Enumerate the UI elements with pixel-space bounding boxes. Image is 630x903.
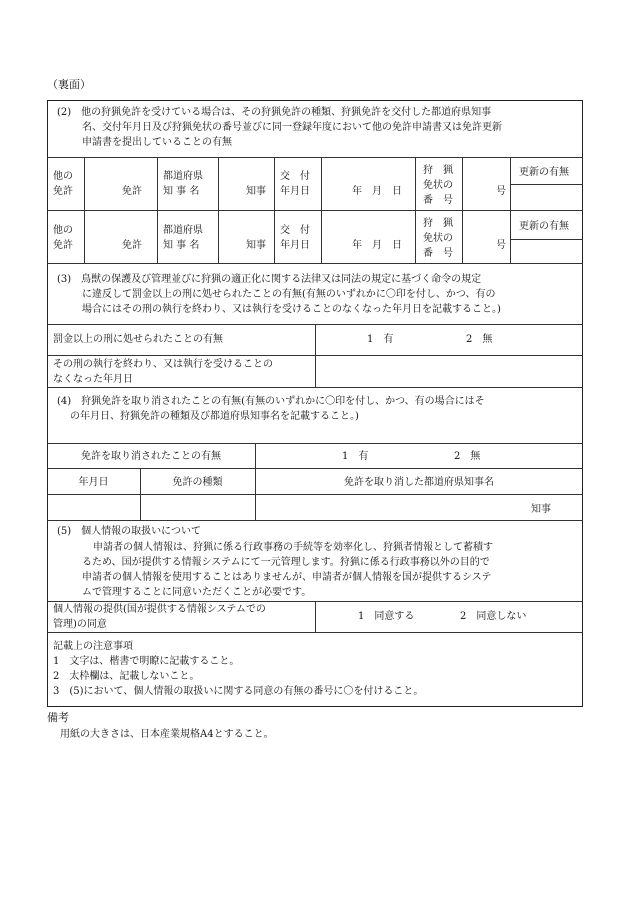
remarks-text: 用紙の大きさは、日本産業規格A4とすること。 — [60, 729, 274, 740]
prefecture-label: 都道府県 — [163, 225, 203, 236]
section3-heading-line: に違反して罰金以上の刑に処せられたことの有無(有無のいずれかに〇印を付し、かつ、有の — [82, 289, 496, 300]
number-suffix: 号 — [496, 240, 506, 251]
issue-date-label: 年月日 — [280, 186, 310, 197]
prefecture-label: 知 事 名 — [163, 240, 200, 251]
issue-date-label: 交 付 — [280, 225, 310, 236]
remarks-title: 備考 — [47, 711, 69, 724]
cert-number-label: 狩 猟 — [423, 218, 453, 229]
prefecture-label: 知 事 名 — [163, 186, 200, 197]
privacy-body-line: るため、国が提供する情報システムにて一元管理します。狩猟に係る行政事務以外の目的で — [82, 557, 490, 568]
section5-title: (5) 個人情報の取扱いについて — [57, 526, 201, 537]
privacy-body-line: 申請者の個人情報は、狩猟に係る行政事務の手続等を効率化し、狩猟者情報として蓄積す — [93, 542, 493, 553]
notes-title: 記載上の注意事項 — [53, 641, 133, 652]
renewal-label: 更新の有無 — [519, 167, 569, 178]
page-side-label: （裏面） — [47, 78, 91, 91]
cert-number-label: 番 号 — [423, 195, 453, 206]
option-no[interactable]: 2 無 — [454, 451, 481, 462]
date-units: 年 月 日 — [352, 240, 402, 251]
note-item: 1 文字は、楷書で明瞭に記載すること。 — [53, 656, 240, 667]
sentence-end-date-label: その刑の執行を終わり、又は執行を受けることの — [53, 359, 273, 370]
section4-heading-line: (4) 狩猟免許を取り消されたことの有無(有無のいずれかに〇印を付し、かつ、有の場合にはそ — [57, 396, 485, 407]
sentence-end-date-label: なくなった年月日 — [53, 374, 133, 385]
governor-suffix: 知事 — [246, 186, 266, 197]
column-date: 年月日 — [78, 477, 109, 488]
privacy-body-line: ムで管理することに同意いただくことが必要です。 — [82, 587, 312, 598]
license-type-suffix: 免許 — [122, 186, 142, 197]
option-yes[interactable]: 1 有 — [367, 334, 394, 345]
date-units: 年 月 日 — [352, 186, 402, 197]
column-license-type: 免許の種類 — [172, 477, 223, 488]
section2-heading-line: 申請書を提出していることの有無 — [82, 137, 232, 148]
option-disagree[interactable]: 2 同意しない — [460, 611, 527, 622]
consent-label: 個人情報の提供(国が提供する情報システムでの — [53, 604, 266, 615]
consent-label: 管理)の同意 — [53, 619, 107, 630]
section4-heading-line: の年月日、狩猟免許の種類及び都道府県知事名を記載すること。) — [70, 411, 359, 422]
section2-heading-line: (2) 他の狩猟免許を受けている場合は、その狩猟免許の種類、狩猟免許を交付した都道府県知事 — [57, 107, 492, 118]
privacy-body-line: 申請者の個人情報を使用することはありませんが、申請者が個人情報を国が提供するシステ — [82, 572, 492, 583]
license-type-suffix: 免許 — [122, 240, 142, 251]
revoked-license-label: 免許を取り消されたことの有無 — [81, 451, 221, 462]
number-suffix: 号 — [496, 186, 506, 197]
cert-number-label: 狩 猟 — [423, 165, 453, 176]
cert-number-label: 免状の — [423, 233, 453, 244]
other-license-label: 免許 — [53, 186, 73, 197]
other-license-label: 免許 — [53, 240, 73, 251]
issue-date-label: 交 付 — [280, 171, 310, 182]
note-item: 2 太枠欄は、記載しないこと。 — [53, 671, 200, 682]
column-revoking-governor: 免許を取り消した都道府県知事名 — [344, 477, 494, 488]
option-yes[interactable]: 1 有 — [342, 451, 369, 462]
governor-suffix: 知事 — [531, 504, 551, 515]
renewal-label: 更新の有無 — [519, 221, 569, 232]
note-item: 3 (5)において、個人情報の取扱いに関する同意の有無の番号に〇を付けること。 — [53, 686, 424, 697]
cert-number-label: 番 号 — [423, 248, 453, 259]
section3-heading-line: 場合にはその刑の執行を終わり、又は執行を受けることのなくなった年月日を記載すること。) — [82, 304, 501, 315]
option-agree[interactable]: 1 同意する — [358, 611, 415, 622]
fine-conviction-label: 罰金以上の刑に処せられたことの有無 — [53, 334, 223, 345]
other-license-label: 他の — [53, 171, 73, 182]
option-no[interactable]: 2 無 — [466, 334, 493, 345]
prefecture-label: 都道府県 — [163, 171, 203, 182]
section2-heading-line: 名、交付年月日及び狩猟免状の番号並びに同一登録年度において他の免許申請書又は免許更新 — [82, 122, 502, 133]
governor-suffix: 知事 — [246, 240, 266, 251]
cert-number-label: 免状の — [423, 180, 453, 191]
other-license-label: 他の — [53, 225, 73, 236]
issue-date-label: 年月日 — [280, 240, 310, 251]
section3-heading-line: (3) 鳥獣の保護及び管理並びに狩猟の適正化に関する法律又は同法の規定に基づく命令の規定 — [57, 274, 482, 285]
